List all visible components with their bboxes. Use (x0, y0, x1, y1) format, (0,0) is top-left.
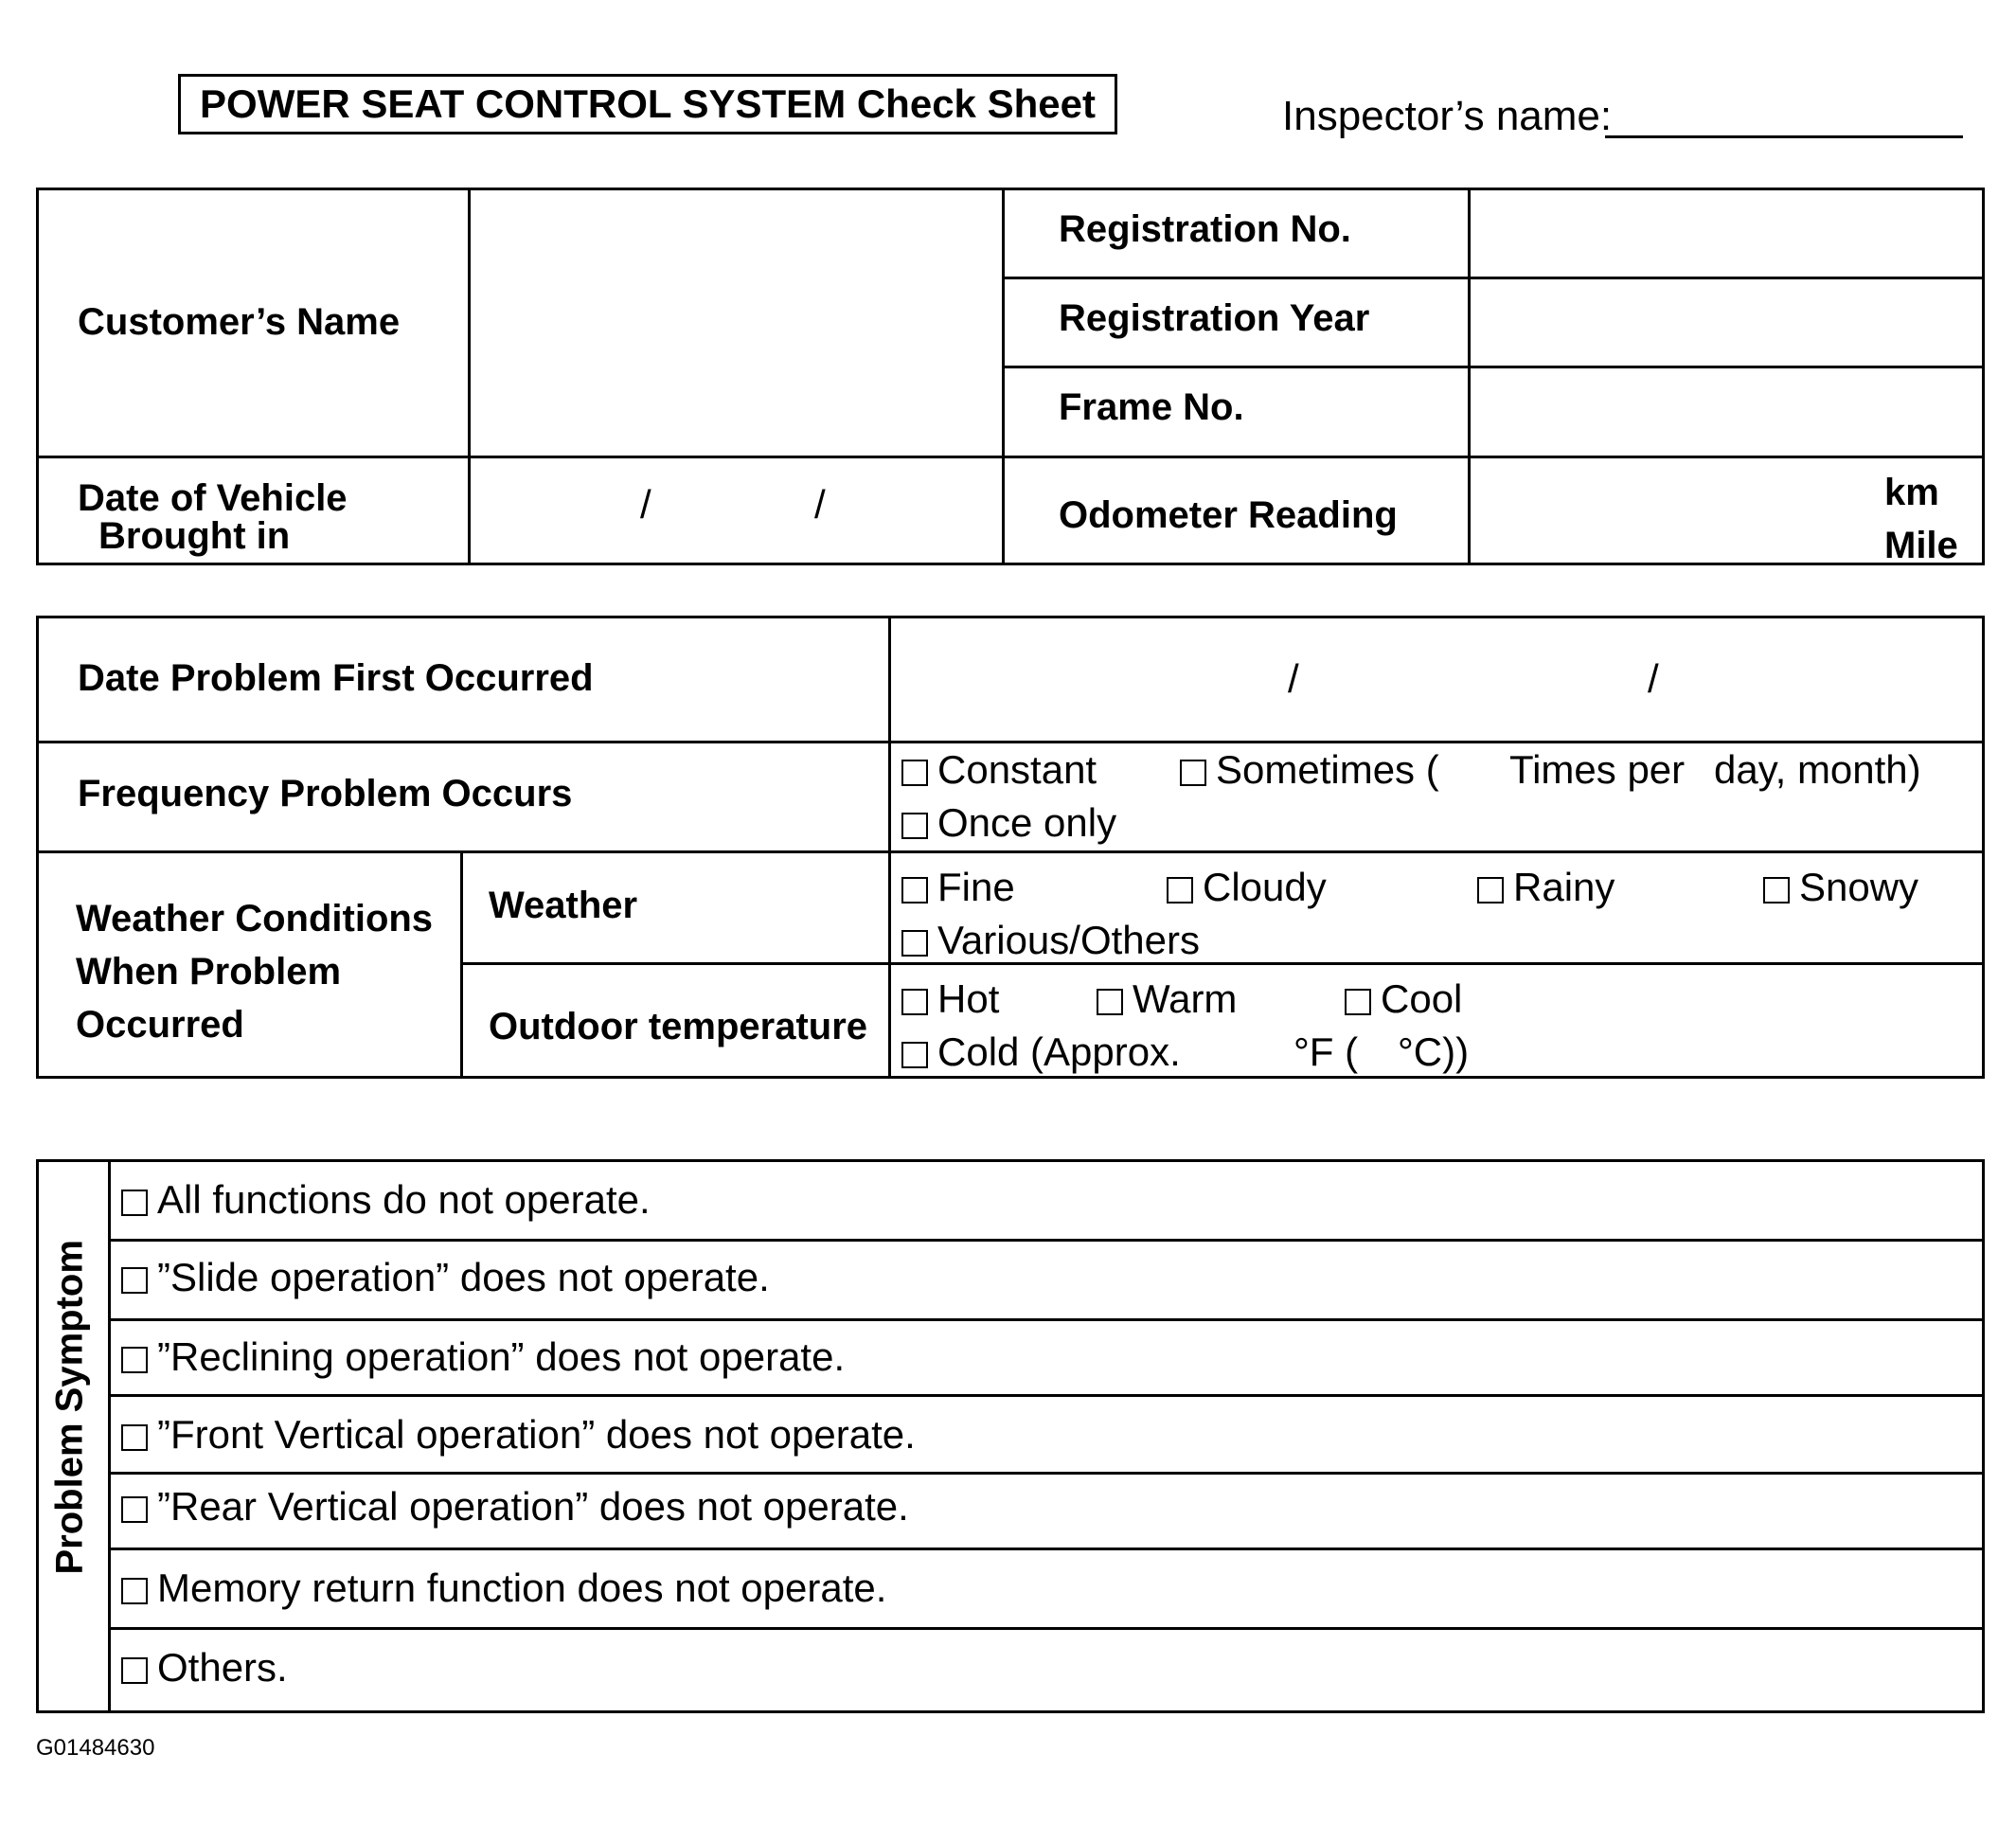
date-first-occurred-label: Date Problem First Occurred (78, 657, 594, 699)
weather-group-label-line3: Occurred (76, 1004, 244, 1046)
checkbox[interactable] (901, 930, 928, 957)
table-border (1982, 1159, 1985, 1713)
symptom-option[interactable] (121, 1254, 770, 1301)
table-border (468, 188, 471, 565)
date-brought-in-label-line1: Date of Vehicle (78, 477, 348, 519)
frequency-constant-option[interactable] (901, 746, 1097, 794)
weather-various-option[interactable] (901, 917, 1200, 964)
weather-group-label-line1: Weather Conditions (76, 898, 434, 939)
option-label: Snowy (1799, 865, 1919, 909)
checkbox[interactable] (901, 813, 928, 839)
checkbox[interactable] (121, 1578, 148, 1604)
option-label: Constant (937, 747, 1097, 792)
checkbox[interactable] (121, 1347, 148, 1373)
option-label: ”Front Vertical operation” does not operate. (157, 1412, 916, 1457)
option-label: Fine (937, 865, 1015, 909)
registration-no-label: Registration No. (1059, 208, 1351, 250)
weather-fine-option[interactable] (901, 864, 1015, 911)
date-separator: / (640, 482, 651, 527)
figure-code: G01484630 (36, 1735, 155, 1761)
table-border (36, 1710, 1985, 1713)
table-border (36, 188, 39, 565)
symptom-option[interactable] (121, 1333, 845, 1381)
option-label: Cool (1381, 976, 1463, 1021)
table-border (110, 1548, 1985, 1550)
symptom-option[interactable] (121, 1176, 651, 1224)
table-border (36, 1076, 1985, 1079)
registration-no-field[interactable] (1473, 193, 1979, 273)
option-label: Warm (1133, 976, 1238, 1021)
temp-cold-option[interactable] (901, 1029, 1181, 1076)
option-label: ”Slide operation” does not operate. (157, 1255, 770, 1299)
symptom-option[interactable] (121, 1565, 886, 1612)
weather-cloudy-option[interactable] (1167, 864, 1327, 911)
page-title: POWER SEAT CONTROL SYSTEM Check Sheet (178, 74, 1117, 134)
table-border (36, 1159, 39, 1713)
table-border (1004, 366, 1985, 368)
checkbox[interactable] (901, 989, 928, 1015)
date-separator: / (814, 482, 826, 527)
frequency-label: Frequency Problem Occurs (78, 773, 573, 814)
table-border (110, 1394, 1985, 1397)
checkbox[interactable] (901, 760, 928, 786)
option-label: Rainy (1513, 865, 1615, 909)
table-border (1982, 616, 1985, 1079)
table-border (460, 850, 463, 1079)
date-separator: / (1288, 656, 1299, 701)
table-border (110, 1472, 1985, 1475)
table-border (1004, 277, 1985, 279)
frame-no-field[interactable] (1473, 371, 1979, 451)
option-label: Cold (Approx. (937, 1029, 1181, 1074)
option-label: Memory return function does not operate. (157, 1566, 887, 1610)
table-border (110, 1318, 1985, 1321)
frequency-day-month-label: day, month) (1714, 747, 1921, 792)
table-border (36, 616, 39, 1079)
odometer-unit-mile: Mile (1884, 525, 1958, 566)
table-border (36, 563, 1985, 565)
checkbox[interactable] (1763, 877, 1790, 904)
customer-name-field[interactable] (473, 193, 998, 453)
checkbox[interactable] (121, 1496, 148, 1523)
frequency-times-per-label: Times per (1509, 747, 1686, 792)
temp-fahrenheit-label: °F ( (1293, 1029, 1359, 1074)
checkbox[interactable] (121, 1267, 148, 1294)
odometer-label: Odometer Reading (1059, 494, 1398, 536)
frequency-once-option[interactable] (901, 799, 1116, 847)
checkbox[interactable] (1180, 760, 1206, 786)
table-border (462, 962, 1985, 965)
table-border (1002, 188, 1005, 565)
checkbox[interactable] (1167, 877, 1193, 904)
odometer-unit-km: km (1884, 472, 1939, 513)
outdoor-temperature-label: Outdoor temperature (489, 1006, 868, 1047)
inspector-name-label: Inspector’s name: (1282, 93, 1613, 139)
option-label: ”Reclining operation” does not operate. (157, 1334, 846, 1379)
checkbox[interactable] (1097, 989, 1123, 1015)
checkbox[interactable] (121, 1424, 148, 1451)
weather-snowy-option[interactable] (1763, 864, 1918, 911)
weather-group-label-line2: When Problem (76, 951, 342, 993)
checkbox[interactable] (901, 877, 928, 904)
table-border (36, 188, 1985, 190)
table-border (110, 1239, 1985, 1242)
checkbox[interactable] (901, 1042, 928, 1068)
option-label: Once only (937, 800, 1117, 845)
temp-hot-option[interactable] (901, 975, 999, 1023)
registration-year-field[interactable] (1473, 282, 1979, 362)
registration-year-label: Registration Year (1059, 297, 1370, 339)
table-border (110, 1627, 1985, 1630)
weather-rainy-option[interactable] (1477, 864, 1615, 911)
checkbox[interactable] (1477, 877, 1504, 904)
symptom-option[interactable] (121, 1483, 909, 1530)
checkbox[interactable] (1345, 989, 1371, 1015)
option-label: Sometimes ( (1216, 747, 1439, 792)
frame-no-label: Frame No. (1059, 386, 1244, 428)
table-border (36, 850, 1985, 853)
date-separator: / (1648, 656, 1659, 701)
symptom-option[interactable] (121, 1411, 916, 1458)
temp-celsius-label: °C)) (1398, 1029, 1470, 1074)
table-border (36, 741, 1985, 743)
checkbox[interactable] (121, 1657, 148, 1684)
customer-name-label: Customer’s Name (78, 301, 401, 343)
weather-label: Weather (489, 885, 638, 926)
option-label: ”Rear Vertical operation” does not operate. (157, 1484, 909, 1529)
temp-warm-option[interactable] (1097, 975, 1237, 1023)
table-border (888, 616, 891, 1079)
table-border (1982, 188, 1985, 565)
table-border (108, 1159, 111, 1713)
option-label: Others. (157, 1645, 288, 1690)
temp-cool-option[interactable] (1345, 975, 1462, 1023)
table-border (1468, 188, 1471, 565)
checkbox[interactable] (121, 1190, 148, 1216)
option-label: Various/Others (937, 918, 1200, 962)
symptom-option[interactable] (121, 1644, 288, 1691)
table-border (36, 1159, 1985, 1162)
option-label: Cloudy (1203, 865, 1327, 909)
problem-symptom-label: Problem Symptom (48, 1240, 91, 1575)
option-label: Hot (937, 976, 1000, 1021)
table-border (36, 616, 1985, 618)
frequency-sometimes-option[interactable] (1180, 746, 1439, 794)
table-border (36, 456, 1985, 458)
inspector-name-field[interactable] (1605, 135, 1963, 138)
option-label: All functions do not operate. (157, 1177, 651, 1222)
date-brought-in-label-line2: Brought in (98, 515, 291, 557)
